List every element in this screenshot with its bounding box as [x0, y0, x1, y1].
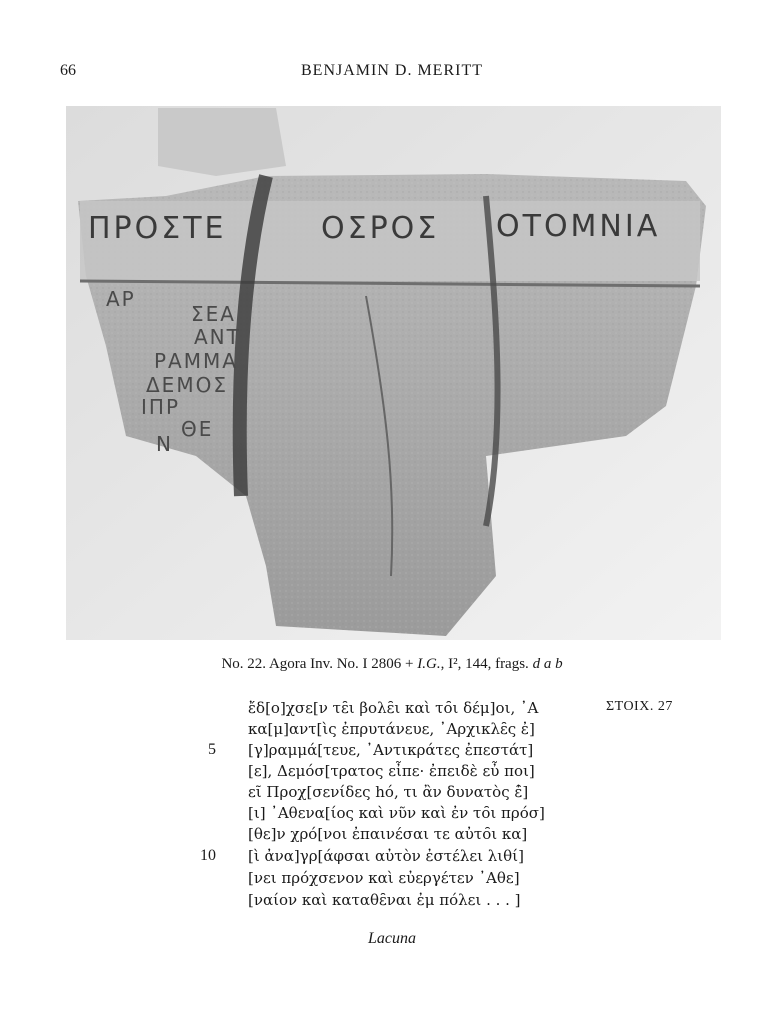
inscription-line: [ι] ᾽Αθενα[ίος καὶ νῦν καὶ ἐν το̑ι πρόσ] — [248, 804, 545, 822]
line-number — [192, 825, 216, 847]
inscription-line: [γ]ραμμά[τευε, ᾽Αντικράτες ἐπεστάτ] — [248, 741, 534, 759]
page-header — [0, 62, 784, 86]
stone-side-8: Ν — [156, 432, 173, 456]
line-number — [192, 783, 216, 805]
inscription-line: ἔδ[ο]χσε[ν τε̑ι βολε̑ι καὶ το̑ι δέμ]οι, ᾽Α — [248, 699, 539, 717]
stone-heading-1: ΠΡΟΣΤΕ — [88, 211, 227, 246]
stone-side-5: ΔΕΜΟΣ — [146, 373, 228, 397]
figure-caption — [0, 656, 784, 673]
inscription-line: [ε], Δεμόσ[τρατος εἶπε· ἐπειδὲ εὖ ποι] — [248, 762, 535, 780]
caption-prefix: No. 22. Agora Inv. No. I 2806 + — [221, 656, 418, 672]
stone-side-4: ΡΑΜΜΑ — [154, 349, 238, 373]
inscription-line: [ὶ ἀνα]γρ[άφσαι αὐτὸν ἐστέλει λιθί] — [248, 847, 524, 865]
caption-mid: , I², 144, frags. — [440, 656, 533, 672]
caption-ig: I.G. — [417, 656, 441, 672]
running-head: BENJAMIN D. MERITT — [301, 62, 483, 79]
line-number — [192, 891, 216, 913]
inscription-line: εῖ Προχ[σενίδες hό, τι ἂν δυνατὸς ἐ̑] — [248, 783, 529, 801]
stone-fragment-image — [66, 106, 721, 640]
stoichedon-label: ΣΤΟΙΧ. 27 — [606, 699, 673, 714]
line-number — [192, 804, 216, 826]
page-number: 66 — [60, 62, 76, 79]
stone-side-1: ΑΡ — [106, 287, 136, 311]
stone-side-2: ΣΕΑ — [191, 302, 236, 326]
inscription-photograph — [66, 106, 721, 640]
line-number: 5 — [208, 741, 216, 758]
stone-heading-2: ΟΣΡΟΣ — [321, 211, 440, 246]
inscription-line: [θε]ν χρό[νοι ἐπαινέσαι τε αὐτο̑ι κα] — [248, 825, 528, 843]
line-number — [192, 869, 216, 891]
inscription-line: [νει πρόχσενον καὶ εὐεργέτεν ᾽Αθε] — [248, 869, 520, 887]
line-number — [192, 720, 216, 742]
lacuna-label: Lacuna — [368, 930, 416, 947]
inscription-line: [ναίον καὶ καταθε̑ναι ἐμ πόλει . . . ] — [248, 891, 521, 909]
line-number — [192, 762, 216, 784]
line-number: 10 — [200, 847, 216, 864]
line-number — [192, 699, 216, 721]
inscription-line: κα[μ]αντ[ὶς ἐπρυτάνευε, ᾽Αρχικλε̑ς ἐ] — [248, 720, 535, 738]
stone-heading-3: ΟΤΟΜΝΙΑ — [496, 209, 661, 244]
stone-side-6: ΙΠΡ — [141, 395, 180, 419]
caption-frags: d a b — [532, 656, 563, 672]
stone-side-3: ΑΝΤ — [194, 325, 241, 349]
stone-side-7: ΘΕ — [181, 417, 214, 441]
